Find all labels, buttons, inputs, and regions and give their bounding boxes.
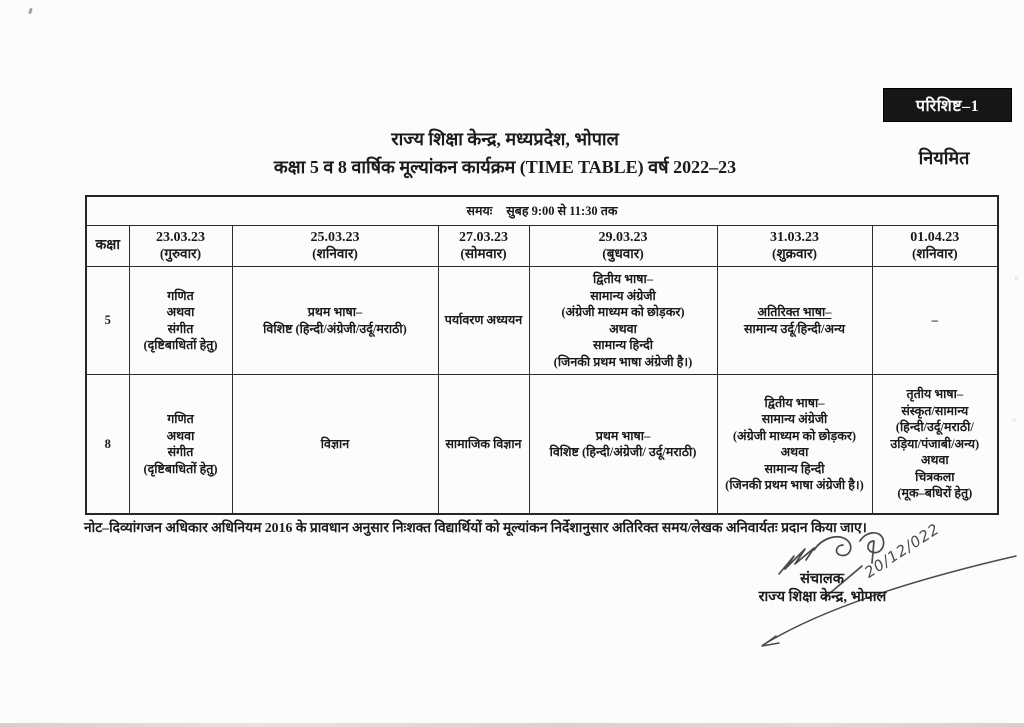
date-header <box>438 226 529 267</box>
date: 29.03.23 <box>598 229 648 245</box>
footnote: नोट–दिव्यांगजन अधिकार अधिनियम 2016 के प्रावधान अनुसार निःशक्त विद्यार्थियों को मूल्यांकन निर्देशानुसार अतिरिक्त समय/लेखक अनिवार्यतः प्रदान किया जाए। <box>84 520 867 535</box>
class-5-row <box>86 267 998 375</box>
subject-cell: पर्यावरण अध्ययन <box>438 267 529 375</box>
org-title: राज्य शिक्षा केन्द्र, मध्यप्रदेश, भोपाल <box>391 129 619 149</box>
scan-artifact: × <box>1012 416 1017 425</box>
subject-cell: गणित अथवा संगीत (दृष्टिबाधितों हेतु) <box>129 375 232 515</box>
date: 01.04.23 <box>910 229 960 245</box>
weekday: (शुक्रवार) <box>771 246 818 262</box>
time-row <box>86 196 998 226</box>
signatory-organization: राज्य शिक्षा केन्द्र, भोपाल <box>758 589 887 605</box>
date-header <box>717 226 872 267</box>
weekday: (बुधवार) <box>602 246 644 262</box>
date-header <box>872 226 998 267</box>
date: 27.03.23 <box>459 229 508 245</box>
weekday: (शनिवार) <box>911 246 958 262</box>
date-header <box>129 226 232 267</box>
date-header <box>232 226 438 267</box>
time-label: समयः <box>466 203 493 218</box>
subject-cell: द्वितीय भाषा– सामान्य अंग्रेजी (अंग्रेजी माध्यम को छोड़कर) अथवा सामान्य हिन्दी (जिनकी प्रथम भाषा अंग्रेजी है।) <box>529 267 717 375</box>
class-8-row <box>86 375 998 515</box>
exam-time <box>86 196 998 226</box>
date-header <box>529 226 717 267</box>
subject-cell: सामाजिक विज्ञान <box>438 375 529 515</box>
scan-artifact: × <box>1014 274 1019 283</box>
appendix-badge <box>884 89 1011 121</box>
subject-cell: विज्ञान <box>232 375 438 515</box>
scan-edge-shadow <box>0 723 1024 727</box>
signatory-role: संचालक <box>800 571 844 587</box>
document-title: कक्षा 5 व 8 वार्षिक मूल्यांकन कार्यक्रम (TIME TABLE) वर्ष 2022–23 <box>273 157 737 177</box>
header-row <box>86 226 998 267</box>
class-number: 8 <box>86 375 129 515</box>
handwritten-date: 20/12/022 <box>861 519 943 582</box>
weekday: (सोमवार) <box>460 246 507 262</box>
regular-label: नियमित <box>918 148 970 168</box>
scan-artifact <box>28 8 33 15</box>
empty-subject-cell: – <box>872 267 998 375</box>
timetable <box>85 195 999 515</box>
subject-cell: द्वितीय भाषा– सामान्य अंग्रेजी (अंग्रेजी माध्यम को छोड़कर) अथवा सामान्य हिन्दी (जिनकी प्रथम भाषा अंग्रेजी है।) <box>717 375 872 515</box>
date: 25.03.23 <box>310 229 360 245</box>
appendix-label: परिशिष्ट–1 <box>915 98 980 115</box>
subject-cell: गणित अथवा संगीत (दृष्टिबाधितों हेतु) <box>129 267 232 375</box>
date: 31.03.23 <box>770 229 819 245</box>
time-value: सुबह 9:00 से 11:30 तक <box>506 203 618 218</box>
weekday: (गुरुवार) <box>159 246 202 262</box>
class-number: 5 <box>86 267 129 375</box>
class-column-header: कक्षा <box>86 226 129 267</box>
subject-cell: प्रथम भाषा– विशिष्ट (हिन्दी/अंग्रेजी/उर्दू/मराठी) <box>232 267 438 375</box>
weekday: (शनिवार) <box>312 246 358 262</box>
date: 23.03.23 <box>156 229 205 245</box>
subject-cell: तृतीय भाषा– संस्कृत/सामान्य (हिन्दी/उर्दू/मराठी/ उड़िया/पंजाबी/अन्य) अथवा चित्रकला (मूक–बधिरों हेतु) <box>872 375 998 515</box>
subject-cell: प्रथम भाषा– विशिष्ट (हिन्दी/अंग्रेजी/ उर्दू/मराठी) <box>529 375 717 515</box>
subject-cell: अतिरिक्त भाषा– सामान्य उर्दू/हिन्दी/अन्य <box>717 267 872 375</box>
